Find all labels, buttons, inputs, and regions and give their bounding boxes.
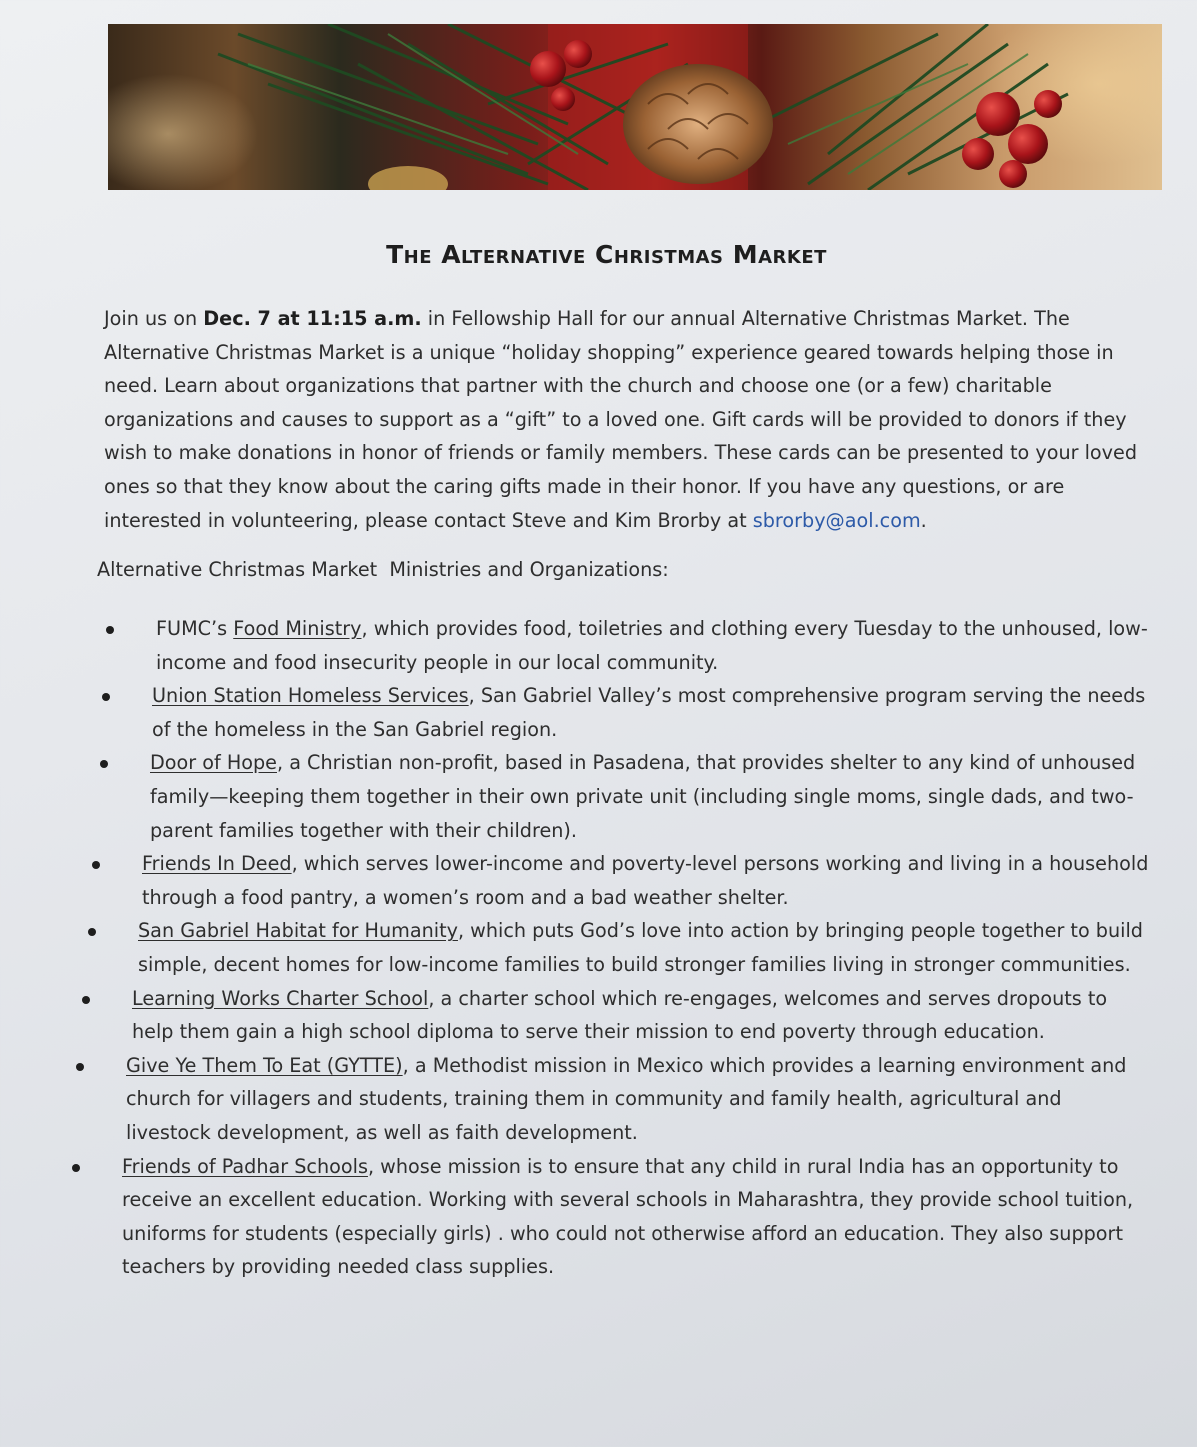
gold-ornament (368, 166, 448, 190)
org-name-link[interactable]: Learning Works Charter School (132, 986, 429, 1010)
org-name-link[interactable]: Give Ye Them To Eat (GYTTE) (126, 1053, 403, 1077)
contact-email-link[interactable]: sbrorby@aol.com (752, 508, 921, 532)
intro-prefix: Join us on (104, 307, 204, 330)
event-date-time: Dec. 7 at 11:15 a.m. (203, 307, 422, 330)
org-description: , a charter school which re-engages, welcomes and serves dropouts to help them gain a high school diploma to serve their mission to end poverty through education. (132, 986, 1108, 1044)
page-title: The Alternative Christmas Market (386, 240, 827, 269)
org-description: , San Gabriel Valley’s most comprehensive program serving the needs of the homeless in the San Gabriel region. (152, 684, 1146, 741)
bullet-icon (72, 1164, 80, 1172)
list-item (52, 914, 1150, 981)
banner-illustration (108, 24, 1162, 190)
list-item (64, 746, 1150, 847)
pinecone (623, 64, 773, 184)
org-name-link[interactable]: Union Station Homeless Services (152, 684, 469, 708)
org-name-link[interactable]: Friends In Deed (142, 852, 292, 876)
org-name-link[interactable]: Friends of Padhar Schools (122, 1154, 368, 1178)
org-description: , a Methodist mission in Mexico which provides a learning environment and church for villagers and students, training them in community and family health, agricultural and livestock development, as well as faith development. (126, 1053, 1127, 1144)
org-description: , which provides food, toiletries and clothing every Tuesday to the unhoused, low-income and food insecurity people in our local community. (156, 617, 1148, 674)
list-item (40, 1049, 1150, 1150)
org-name-link[interactable]: Food Ministry (233, 617, 362, 640)
bullet-icon (92, 861, 100, 869)
list-item (56, 847, 1150, 914)
org-description: , which serves lower-income and poverty-level persons working and living in a household through a food pantry, a women’s room and a bad weather shelter. (142, 852, 1149, 909)
list-item (66, 679, 1150, 746)
list-item (36, 1150, 1150, 1284)
org-name-link[interactable]: Door of Hope (150, 751, 277, 775)
bullet-icon (102, 693, 110, 701)
intro-paragraph (104, 302, 1154, 537)
bullet-icon (88, 928, 96, 936)
org-description: , which puts God’s love into action by bringing people together to build simple, decent homes for low-income families to build stronger families living in stronger communities. (138, 919, 1143, 976)
list-item (46, 982, 1150, 1049)
org-description: , whose mission is to ensure that any child in rural India has an opportunity to receive an excellent education. Working with several schools in Maharashtra, they provide school tuition, uniforms for students (especially girls) . who could not otherwise afford an education. They also support teachers by providing needed class supplies. (122, 1154, 1134, 1279)
org-name-link[interactable]: San Gabriel Habitat for Humanity (138, 919, 458, 943)
org-prefix: FUMC’s (156, 617, 234, 640)
bullet-icon (82, 996, 90, 1004)
org-description: , a Christian non-profit, based in Pasadena, that provides shelter to any kind of unhoused family—keeping them together in their own private unit (including single moms, single dads, and two-parent families together with their children). (150, 751, 1136, 842)
bullet-icon (100, 760, 108, 768)
list-item (70, 612, 1150, 679)
bullet-icon (106, 626, 114, 634)
bokeh-light (108, 74, 258, 190)
bullet-icon (76, 1063, 84, 1071)
organizations-heading: Alternative Christmas Market Ministries and Organizations: (97, 558, 669, 581)
organizations-list (70, 612, 1150, 1284)
intro-suffix: . (920, 508, 927, 532)
intro-body: in Fellowship Hall for our annual Alternative Christmas Market. The Alternative Christmas Market is a unique “holiday shopping” experience geared towards helping those in need. Learn about organizations that partner with the church and choose one (or a few) charitable organizations and causes to support as a “gift” to a loved one. Gift cards will be provided to donors if they wish to make donations in honor of friends or family members. These cards can be presented to your loved ones so that they know about the caring gifts made in their honor. If you have any questions, or are interested in volunteering, please contact Steve and Kim Brorby at (104, 307, 1138, 532)
banner-image (108, 24, 1162, 190)
